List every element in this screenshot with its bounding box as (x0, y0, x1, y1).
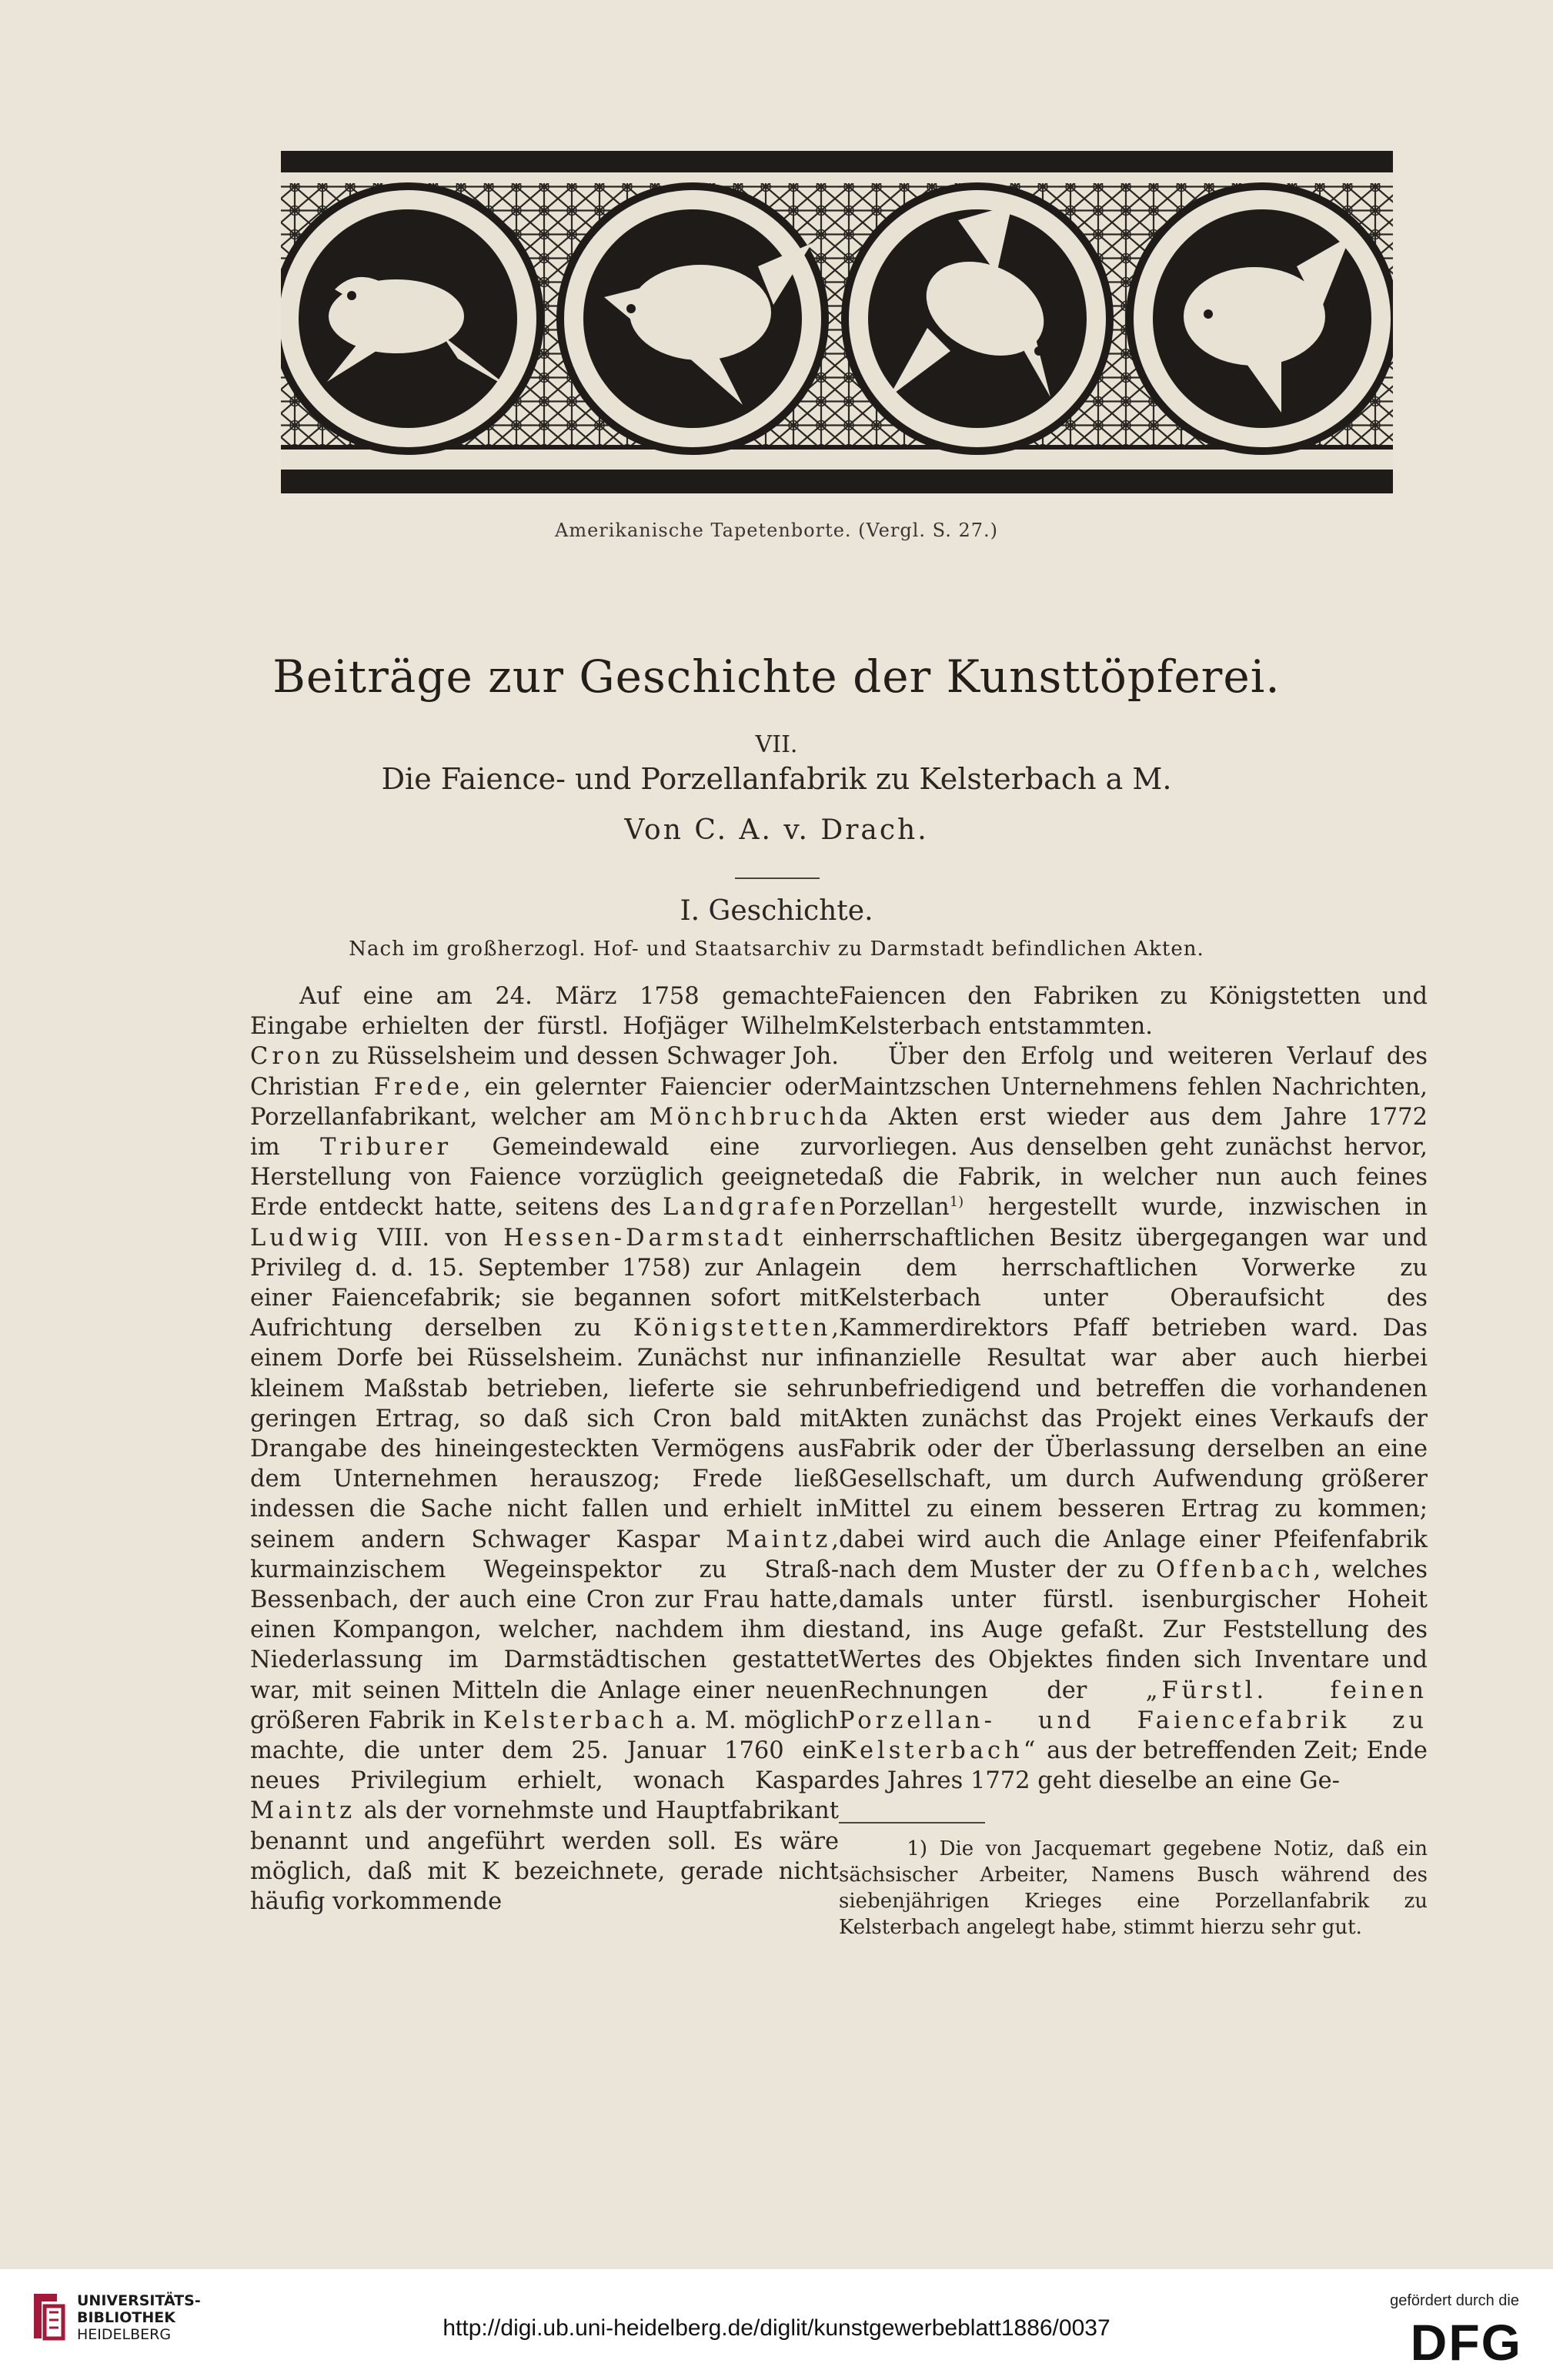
permalink-url[interactable]: http://digi.ub.uni-heidelberg.de/diglit/kunstgewerbeblatt1886/0037 (443, 2315, 1110, 2341)
viewer-footer (0, 2269, 1553, 2380)
text-column-left (250, 981, 839, 1917)
footnote-divider (839, 1822, 985, 1823)
paragraph: Über den Erfolg und weiteren Verlauf des Maintzschen Unternehmens fehlen Nachrichten, da Akten erst wieder aus dem Jahre 1772 vorliegen. Aus denselben geht zunächst hervor, daß die Fabrik, in welcher nun auch feines Porzellan$^{1)}$ hergestellt wurde, inzwischen in herrschaftlichen Besitz übergegangen war und in dem herrschaftlichen Vorwerke zu Kelsterbach unter Oberaufsicht des Kammerdirektors Pfaff betrieben ward. Das finanzielle Resultat war aber auch hierbei unbefriedigend und betreffen die vorhandenen Akten zunächst das Projekt eines Verkaufs der Fabrik oder der Überlassung derselben an eine Gesellschaft, um durch Aufwendung größerer Mittel zu einem besseren Ertrag zu kommen; dabei wird auch die Anlage einer Pfeifenfabrik nach dem Muster der zu Offenbach, welches damals unter fürstl. isenburgischer Hoheit stand, ins Auge gefaßt. Zur Feststellung des Wertes des Objektes finden sich Inventare und Rechnungen der „Fürstl. feinen Porzellan- und Faiencefabrik zu Kelsterbach“ aus der betreffenden Zeit; Ende des Jahres 1772 geht dieselbe an eine Ge- (839, 1043, 1428, 1795)
footnote: 1) Die von Jacquemart gegebene Notiz, daß ein sächsischer Arbeiter, Namens Busch während des siebenjährigen Krieges eine Porzellanfabrik zu Kelsterbach angelegt habe, stimmt hierzu sehr gut. (839, 1837, 1428, 1940)
paragraph: Faiencen den Fabriken zu Königstetten und Kelsterbach entstammten. (839, 983, 1428, 1041)
dfg-logo: DFG (1410, 2314, 1522, 2371)
roundel-3 (845, 186, 1110, 451)
wallpaper-border-illustration (281, 151, 1393, 493)
section-title: I. Geschichte. (680, 895, 873, 927)
source-note: Nach im großherzogl. Hof- und Staatsarchiv zu Darmstadt befindlichen Akten. (349, 938, 1204, 961)
illustration-caption: Amerikanische Tapetenborte. (Vergl. S. 27.) (554, 520, 999, 541)
part-number: VII. (755, 731, 798, 758)
paragraph: Auf eine am 24. März 1758 gemachte Eingabe erhielten der fürstl. Hofjäger Wilhelm Cron zu Rüsselsheim und dessen Schwager Joh. Christian Frede, ein gelernter Faiencier oder Porzellanfabrikant, welcher am Mönchbruch im Triburer Gemeindewald eine zur Herstellung von Faience vorzüglich geeignete Erde entdeckt hatte, seitens des Landgrafen Ludwig VIII. von Hessen-Darmstadt ein Privileg d. d. 15. September 1758) zur Anlage einer Faiencefabrik; sie begannen sofort mit Aufrichtung derselben zu Königstetten, einem Dorfe bei Rüsselsheim. Zunächst nur in kleinem Maßstab betrieben, lieferte sie sehr geringen Ertrag, so daß sich Cron bald mit Drangabe des hineingesteckten Vermögens aus dem Unternehmen herauszog; Frede ließ indessen die Sache nicht fallen und erhielt in seinem andern Schwager Kaspar Maintz, kurmainzischem Wegeinspektor zu Straß-Bessenbach, der auch eine Cron zur Frau hatte, einen Kompangon, welcher, nachdem ihm die Niederlassung im Darmstädtischen gestattet war, mit seinen Mitteln die Anlage einer neuen größeren Fabrik in Kelsterbach a. M. möglich machte, die unter dem 25. Januar 1760 ein neues Privilegium erhielt, wonach Kaspar Maintz als der vornehmste und Hauptfabrikant benannt und angeführt werden soll. Es wäre möglich, daß mit K bezeichnete, gerade nicht häufig vorkommende (250, 983, 840, 1916)
title-divider (735, 877, 820, 879)
roundel-2 (560, 186, 825, 451)
article-title: Beiträge zur Geschichte der Kunsttöpferei. (272, 650, 1281, 703)
article-subtitle: Die Faience- und Porzellanfabrik zu Kelsterbach a M. (381, 762, 1172, 796)
funded-by-label: gefördert durch die (1390, 2292, 1519, 2309)
library-name: UNIVERSITÄTS- BIBLIOTHEK HEIDELBERG (77, 2292, 201, 2343)
text-column-right (839, 981, 1428, 1940)
author-line: Von C. A. v. Drach. (624, 814, 929, 846)
roundel-1 (281, 186, 540, 451)
footnote-marker: 1) (949, 1194, 964, 1211)
roundel-4 (1130, 186, 1393, 451)
